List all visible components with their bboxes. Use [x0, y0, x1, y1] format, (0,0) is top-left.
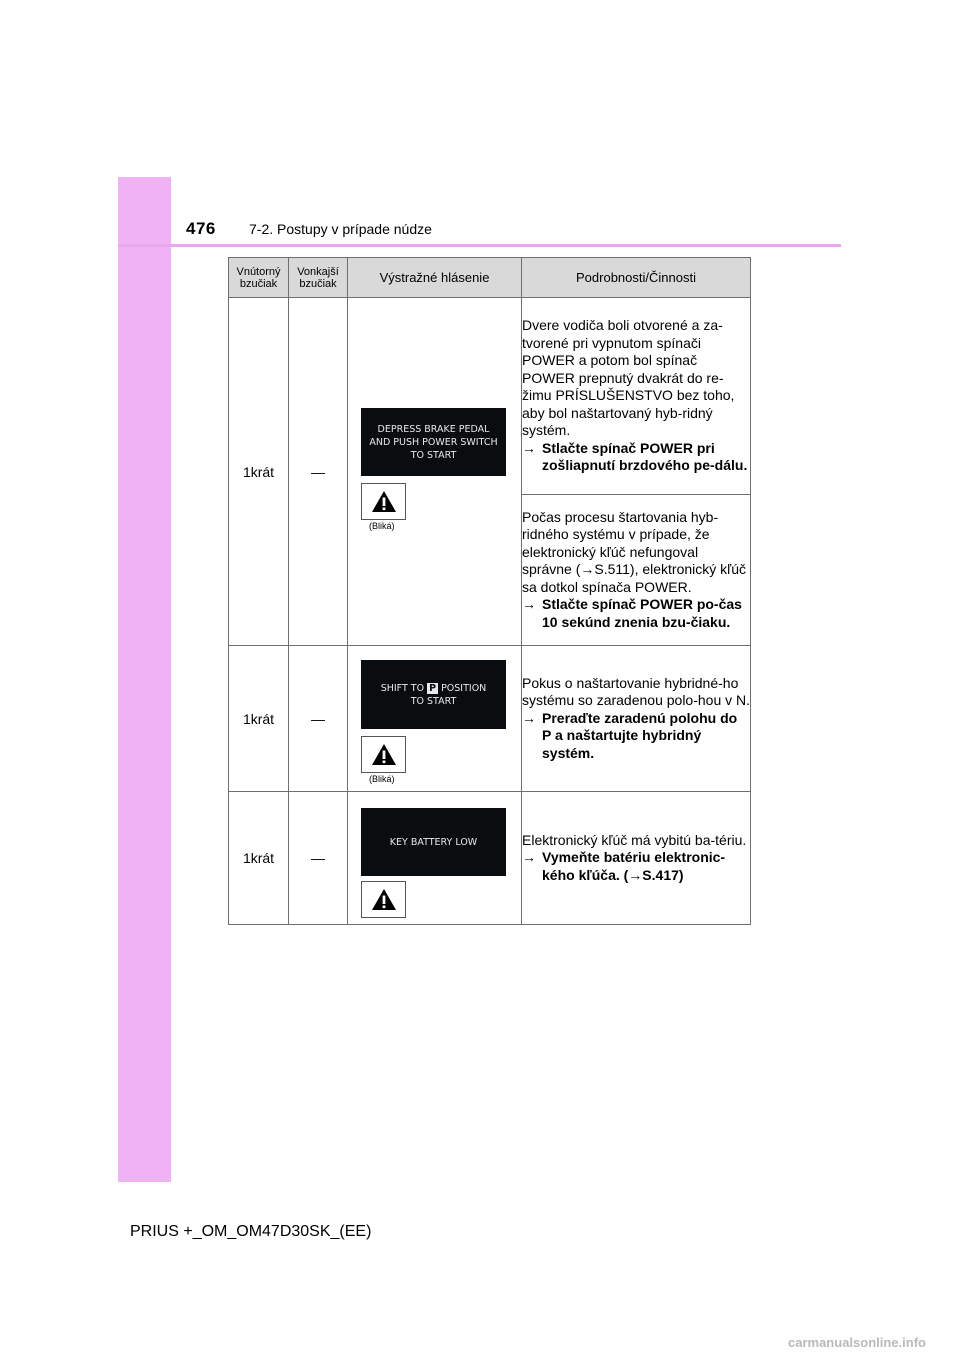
details-cell [522, 646, 751, 792]
blink-label: (Bliká) [369, 521, 395, 531]
detail-text: Elektronický kľúč má vybitú ba-tériu. [522, 831, 747, 848]
detail-text: Pokus o naštartovanie hybridné-ho systému so zaradenou polo-hou v N. [522, 674, 751, 709]
footer-document-code: PRIUS +_OM_OM47D30SK_(EE) [130, 1223, 372, 1240]
screen-line: SHIFT TO P POSITION [380, 682, 487, 694]
col-internal-buzzer: Vnútorný bzučiak [229, 258, 289, 298]
col-warning-message: Výstražné hlásenie [348, 258, 522, 298]
internal-buzzer-count: 1krát [229, 298, 289, 646]
warning-display-cell [348, 298, 522, 646]
external-buzzer-value: — [289, 792, 348, 925]
table-row [229, 646, 751, 792]
park-indicator: P [429, 682, 437, 694]
detail-action [522, 849, 750, 884]
warning-triangle-icon [361, 881, 406, 918]
details-cell [522, 792, 751, 925]
detail-text: Dvere vodiča boli otvorené a za-tvorené pri vypnutom spínači POWER a potom bol spínač POWER prepnutý dvakrát do re-žimu PRÍSLUŠENSTVO bez toho, aby bol naštartovaný hyb-ridný systém. [522, 317, 735, 439]
action-text: Stlačte spínač POWER po-čas 10 sekúnd znenia bzu-čiaku. [542, 596, 742, 630]
details-cell [522, 495, 751, 646]
internal-buzzer-count: 1krát [229, 792, 289, 925]
details-cell [522, 298, 751, 495]
warning-triangle-icon [361, 483, 406, 520]
warning-display-cell [348, 646, 522, 792]
table-row [229, 792, 751, 925]
warning-screen [361, 808, 506, 876]
arrow-icon: → [522, 849, 536, 866]
screen-line: TO START [410, 449, 457, 461]
detail-action [522, 440, 750, 475]
side-band [118, 177, 171, 1182]
watermark: carmanualsonline.info [788, 1335, 926, 1350]
warning-table [228, 257, 751, 925]
section-title: 7-2. Postupy v prípade núdze [249, 221, 432, 237]
action-text: Vymeňte batériu elektronic-kého kľúča. (→S.417) [542, 849, 726, 883]
arrow-icon: → [522, 439, 536, 456]
page-number: 476 [186, 219, 216, 238]
action-text: Preraďte zaradenú polohu do P a naštartujte hybridný systém. [542, 709, 738, 761]
screen-line: KEY BATTERY LOW [389, 836, 478, 848]
screen-line: TO START [410, 695, 457, 707]
table-header-row [229, 258, 751, 298]
external-buzzer-value: — [289, 646, 348, 792]
external-buzzer-value: — [289, 298, 348, 646]
screen-line: AND PUSH POWER SWITCH [369, 436, 498, 448]
table-row [229, 298, 751, 495]
col-external-buzzer: Vonkajší bzučiak [289, 258, 348, 298]
screen-line: DEPRESS BRAKE PEDAL [377, 423, 490, 435]
blink-label: (Bliká) [369, 774, 395, 784]
col-details: Podrobnosti/Činnosti [522, 258, 751, 298]
arrow-icon: → [522, 709, 536, 726]
warning-triangle-icon [361, 736, 406, 773]
header-rule [118, 244, 841, 247]
warning-display-cell [348, 792, 522, 925]
warning-screen [361, 660, 506, 729]
action-text: Stlačte spínač POWER pri zošliapnutí brzdového pe-dálu. [542, 439, 748, 474]
detail-text: Počas procesu štartovania hyb-ridného systému v prípade, že elektronický kľúč nefungoval správne (→S.511), elektronický kľúč sa dotkol spínača POWER. [522, 508, 747, 595]
arrow-icon: → [522, 596, 536, 613]
internal-buzzer-count: 1krát [229, 646, 289, 792]
warning-screen [361, 408, 506, 476]
detail-action [522, 596, 750, 631]
detail-action [522, 710, 750, 763]
